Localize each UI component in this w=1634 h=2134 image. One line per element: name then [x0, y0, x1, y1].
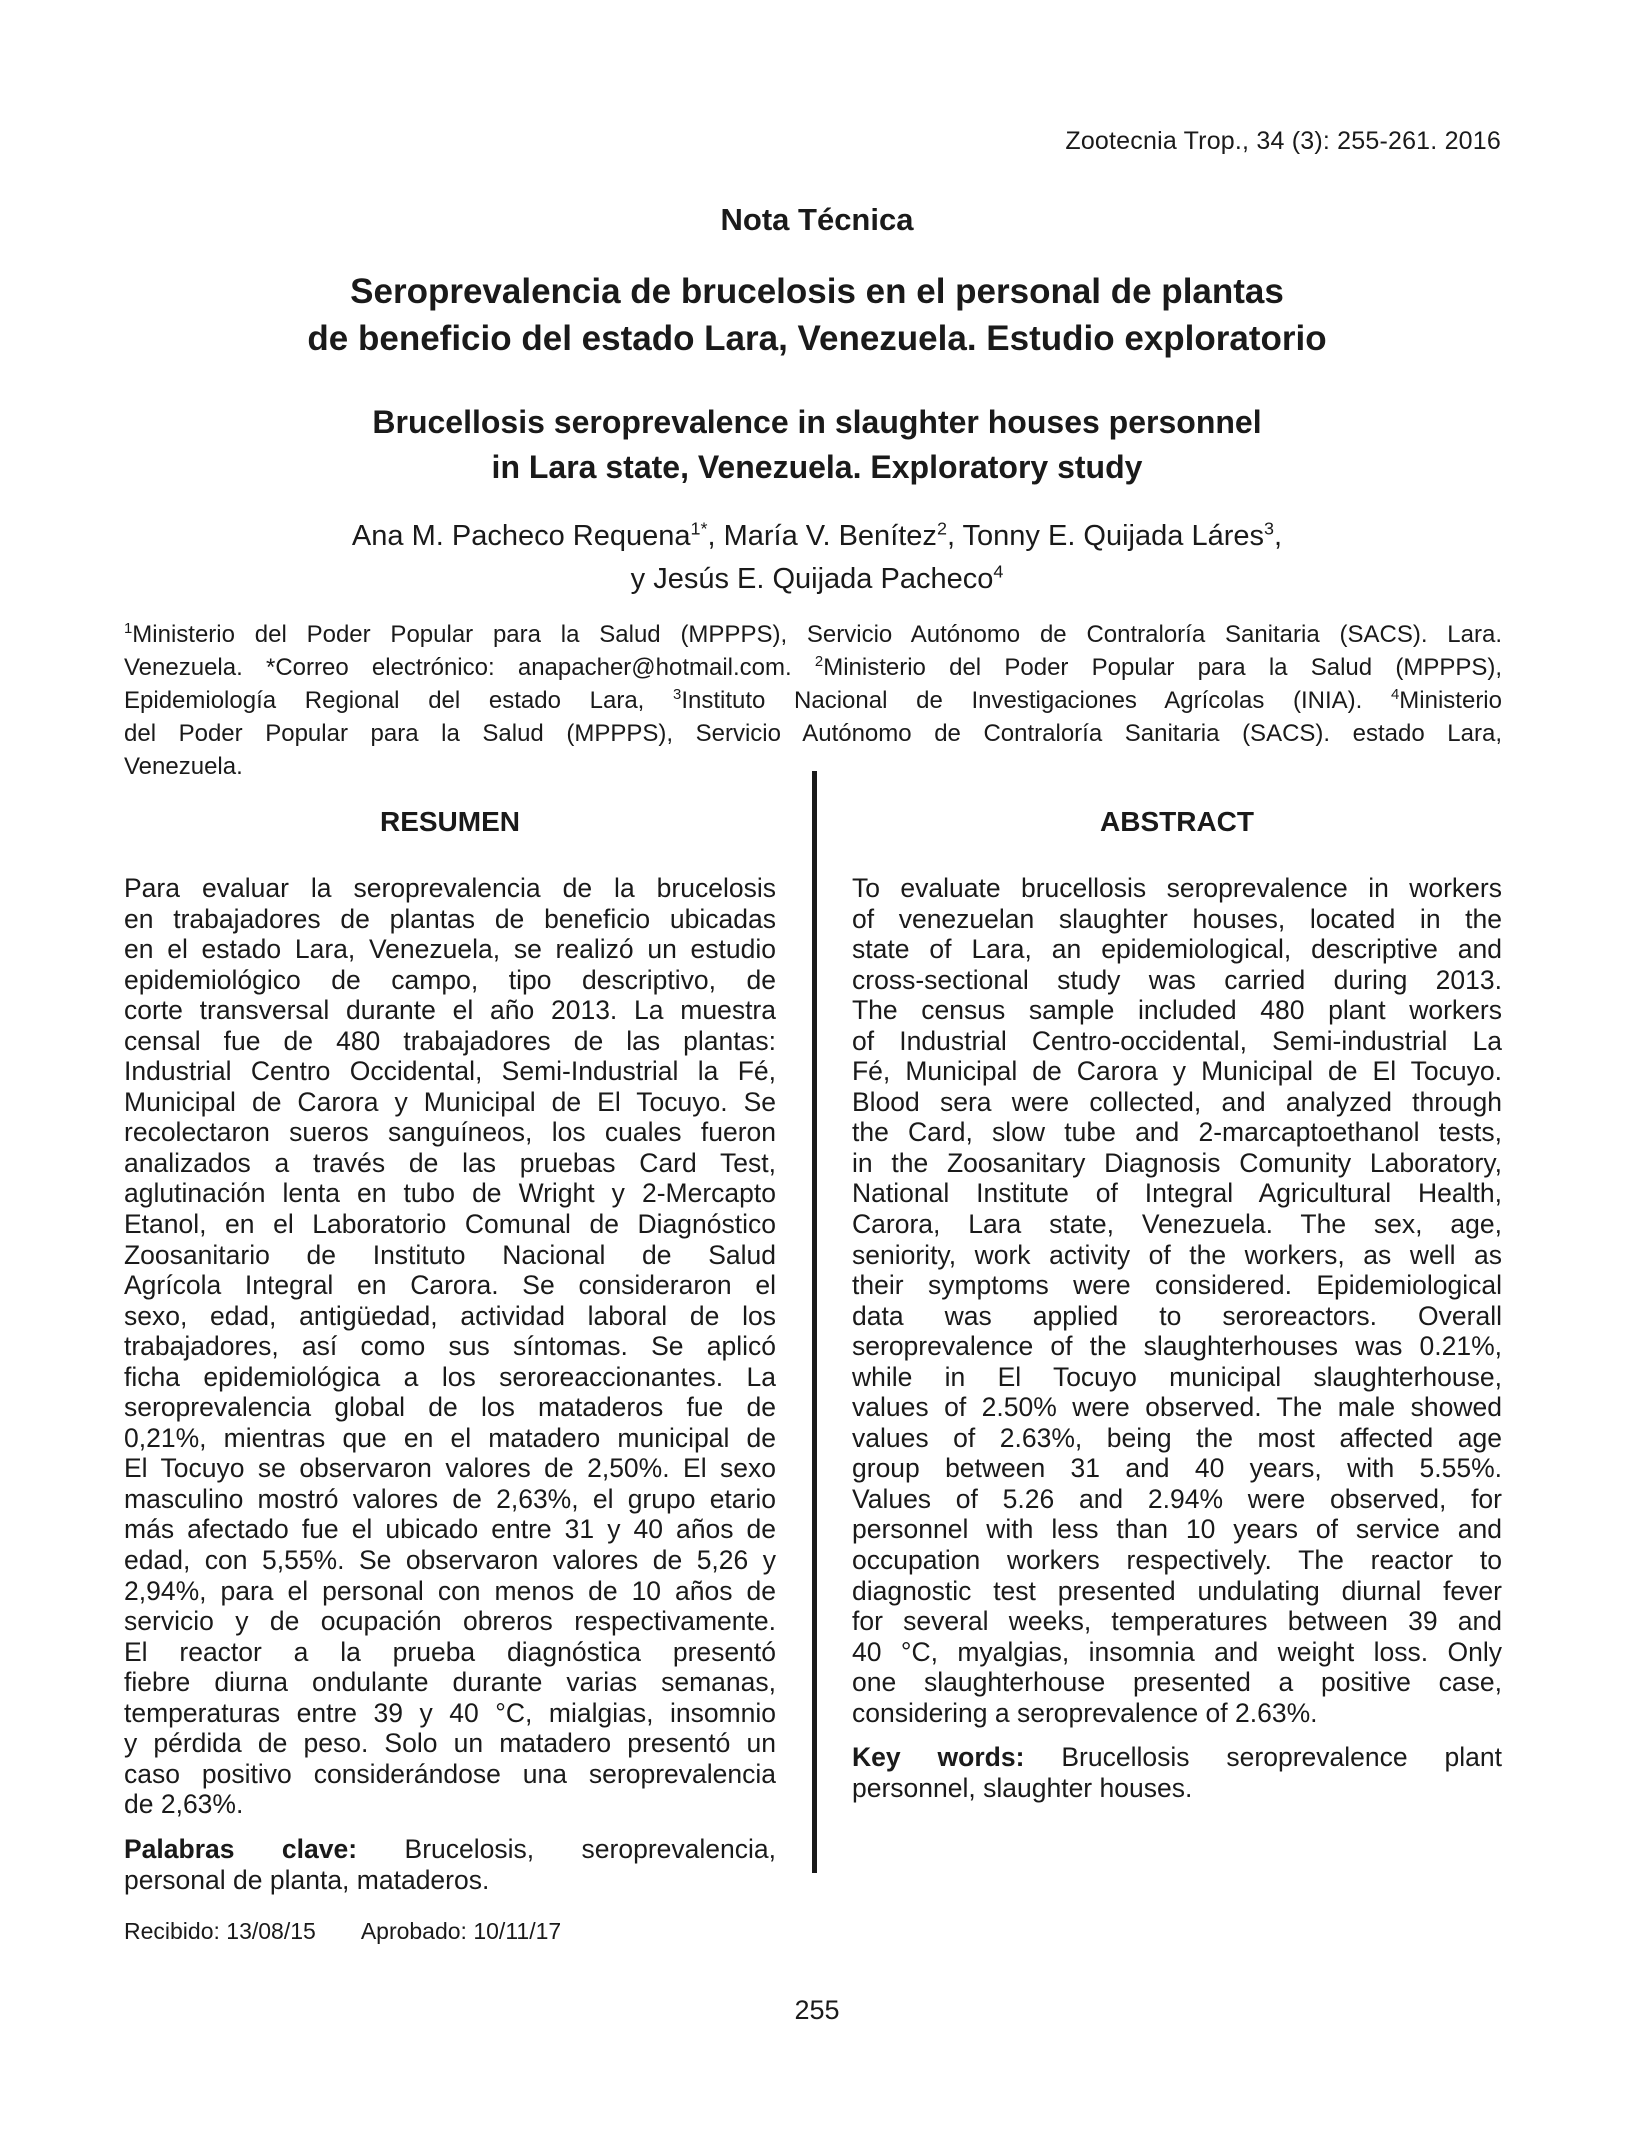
title-spanish: [0, 268, 1634, 362]
author-separator: ,: [946, 520, 963, 552]
paragraph-line: The census sample included 480 plant workers: [852, 995, 1502, 1026]
approved-date: Aprobado: 10/11/17: [360, 1918, 562, 1944]
submission-dates: [124, 1918, 561, 1945]
paragraph-line: fiebre diurna ondulante durante varias semanas,: [124, 1667, 776, 1698]
paragraph-line: data was applied to seroreactors. Overall: [852, 1300, 1502, 1331]
abstract-keywords: [852, 1742, 1502, 1803]
paragraph-line: Blood sera were collected, and analyzed through: [852, 1086, 1502, 1117]
paragraph-line: state of Lara, an epidemiological, descriptive and: [852, 934, 1502, 965]
author-name: Tonny E. Quijada Láres: [962, 520, 1264, 552]
title-english-line: in Lara state, Venezuela. Exploratory study: [491, 449, 1143, 485]
affiliation-line: [124, 717, 1502, 750]
paragraph-line: diagnostic test presented undulating diurnal fever: [852, 1575, 1502, 1606]
affiliation-text: Venezuela.: [124, 753, 243, 780]
paragraph-line: caso positivo considerándose una seroprevalencia: [124, 1758, 776, 1789]
paragraph-line: of venezuelan slaughter houses, located in the: [852, 903, 1502, 934]
paragraph-line: seroprevalence of the slaughterhouses was 0.21%,: [852, 1331, 1502, 1362]
author-name: y Jesús E. Quijada Pacheco: [630, 563, 994, 595]
title-spanish-line: Seroprevalencia de brucelosis en el personal de plantas: [350, 272, 1284, 311]
abstract-heading: ABSTRACT: [1100, 806, 1254, 837]
paragraph-line: Fé, Municipal de Carora y Municipal de El Tocuyo.: [852, 1056, 1502, 1087]
author-affiliation-mark: 3: [1264, 518, 1274, 539]
title-english: [0, 400, 1634, 490]
affiliation-text: Ministerio del Poder Popular para la Salud (MPPPS), Servicio Autónomo de Contraloría Sanitaria (SACS). Lara.: [132, 621, 1502, 648]
paragraph-line: aglutinación lenta en tubo de Wright y 2-Mercapto: [124, 1178, 776, 1209]
affiliation-line: [124, 684, 1502, 717]
keywords-line: personal de planta, mataderos.: [124, 1864, 490, 1895]
paragraph-line: seroprevalencia global de los mataderos fue de: [124, 1392, 776, 1423]
paragraph-line: values of 2.50% were observed. The male showed: [852, 1392, 1502, 1423]
paragraph-line: masculino mostró valores de 2,63%, el grupo etario: [124, 1483, 776, 1514]
author-list: [0, 515, 1634, 601]
affiliation-text: Venezuela. *Correo electrónico: anapacher@hotmail.com.: [124, 654, 815, 681]
paragraph-line: El Tocuyo se observaron valores de 2,50%. El sexo: [124, 1453, 776, 1484]
paragraph-line: personnel with less than 10 years of service and: [852, 1514, 1502, 1545]
paragraph-line: recolectaron sueros sanguíneos, los cuales fueron: [124, 1117, 776, 1148]
paragraph-line: epidemiológico de campo, tipo descriptivo, de: [124, 964, 776, 995]
author-separator: ,: [1274, 520, 1283, 552]
paragraph-line: Etanol, en el Laboratorio Comunal de Diagnóstico: [124, 1209, 776, 1240]
paragraph-line: servicio y de ocupación obreros respectivamente.: [124, 1606, 776, 1637]
page-number: 255: [794, 1995, 840, 2025]
author-separator: ,: [707, 520, 724, 552]
paragraph-line: Municipal de Carora y Municipal de El Tocuyo. Se: [124, 1086, 776, 1117]
resumen-body: [124, 873, 776, 1820]
section-type: Nota Técnica: [720, 202, 914, 237]
resumen-keywords: [124, 1834, 776, 1895]
resumen-section: [124, 805, 776, 1895]
paragraph-line: ficha epidemiológica a los seroreaccionantes. La: [124, 1361, 776, 1392]
keywords-line: [124, 1834, 776, 1865]
affiliation-text: del Poder Popular para la Salud (MPPPS), Servicio Autónomo de Contraloría Sanitaria (SACS). estado Lara,: [124, 720, 1502, 747]
paragraph-line: occupation workers respectively. The reactor to: [852, 1545, 1502, 1576]
paragraph-line: for several weeks, temperatures between 39 and: [852, 1606, 1502, 1637]
paragraph-line: while in El Tocuyo municipal slaughterhouse,: [852, 1361, 1502, 1392]
paragraph-line: censal fue de 480 trabajadores de las plantas:: [124, 1025, 776, 1056]
title-spanish-line: de beneficio del estado Lara, Venezuela. Estudio exploratorio: [307, 319, 1327, 358]
paragraph-line: National Institute of Integral Agricultural Health,: [852, 1178, 1502, 1209]
affiliation-mark: 4: [1391, 687, 1400, 703]
paragraph-line: sexo, edad, antigüedad, actividad laboral de los: [124, 1300, 776, 1331]
author-name: María V. Benítez: [723, 520, 937, 552]
paragraph-line: El reactor a la prueba diagnóstica presentó: [124, 1636, 776, 1667]
paragraph-line: values of 2.63%, being the most affected age: [852, 1422, 1502, 1453]
paragraph-line: corte transversal durante el año 2013. La muestra: [124, 995, 776, 1026]
paragraph-line: To evaluate brucellosis seroprevalence in workers: [852, 873, 1502, 903]
paragraph-line: más afectado fue el ubicado entre 31 y 40 años de: [124, 1514, 776, 1545]
paragraph-line: temperaturas entre 39 y 40 °C, mialgias, insomnio: [124, 1697, 776, 1728]
keywords-line: personnel, slaughter houses.: [852, 1772, 1193, 1803]
paragraph-line: Agrícola Integral en Carora. Se consideraron el: [124, 1270, 776, 1301]
paragraph-line: en el estado Lara, Venezuela, se realizó un estudio: [124, 934, 776, 965]
author-affiliation-mark: 1*: [690, 518, 708, 539]
resumen-heading: RESUMEN: [379, 806, 520, 837]
paragraph-line: in the Zoosanitary Diagnosis Comunity Laboratory,: [852, 1147, 1502, 1178]
paragraph-line: Carora, Lara state, Venezuela. The sex, age,: [852, 1209, 1502, 1240]
paragraph-line: one slaughterhouse presented a positive case,: [852, 1667, 1502, 1698]
paragraph-line: 0,21%, mientras que en el matadero municipal de: [124, 1422, 776, 1453]
paragraph-line: the Card, slow tube and 2-marcaptoethanol tests,: [852, 1117, 1502, 1148]
keywords-line: [852, 1742, 1502, 1773]
paragraph-line: en trabajadores de plantas de beneficio ubicadas: [124, 903, 776, 934]
paragraph-line: Industrial Centro Occidental, Semi-Industrial la Fé,: [124, 1056, 776, 1087]
received-date: Recibido: 13/08/15: [124, 1918, 316, 1944]
paragraph-line: de 2,63%.: [124, 1789, 244, 1820]
affiliation-mark: 2: [814, 654, 824, 670]
paragraph-line: group between 31 and 40 years, with 5.55%.: [852, 1453, 1502, 1484]
title-english-line: Brucellosis seroprevalence in slaughter houses personnel: [372, 404, 1262, 440]
abstract-section: [852, 805, 1502, 1803]
paragraph-line: analizados a través de las pruebas Card Test,: [124, 1147, 776, 1178]
column-divider: [812, 771, 817, 1873]
affiliation-text: Ministerio: [1399, 687, 1502, 714]
paragraph-line: considering a seroprevalence of 2.63%.: [852, 1697, 1318, 1728]
author-affiliation-mark: 2: [936, 518, 947, 539]
abstract-body: [852, 873, 1502, 1728]
affiliation-line: [124, 651, 1502, 684]
paragraph-line: Zoosanitario de Instituto Nacional de Salud: [124, 1239, 776, 1270]
affiliations: [124, 618, 1502, 783]
paragraph-line: Para evaluar la seroprevalencia de la brucelosis: [124, 873, 776, 903]
paragraph-line: edad, con 5,55%. Se observaron valores de 5,26 y: [124, 1545, 776, 1576]
author-line: [0, 515, 1634, 558]
affiliation-text: Epidemiología Regional del estado Lara,: [124, 687, 674, 714]
paragraph-line: seniority, work activity of the workers, as well as: [852, 1239, 1502, 1270]
paragraph-line: 40 °C, myalgias, insomnia and weight loss. Only: [852, 1636, 1502, 1667]
affiliation-text: Instituto Nacional de Investigaciones Agrícolas (INIA).: [681, 687, 1392, 714]
keywords-label: Palabras clave:: [124, 1833, 358, 1864]
keywords-text: Brucelosis, seroprevalencia,: [404, 1833, 776, 1864]
paragraph-line: 2,94%, para el personal con menos de 10 años de: [124, 1575, 776, 1606]
paragraph-line: their symptoms were considered. Epidemiological: [852, 1270, 1502, 1301]
paragraph-line: of Industrial Centro-occidental, Semi-industrial La: [852, 1025, 1502, 1056]
affiliation-mark: 3: [673, 687, 682, 703]
affiliation-line: [124, 618, 1502, 651]
paragraph-line: y pérdida de peso. Solo un matadero presentó un: [124, 1728, 776, 1759]
author-line: [0, 558, 1634, 601]
paragraph-line: cross-sectional study was carried during 2013.: [852, 964, 1502, 995]
author-affiliation-mark: 4: [993, 561, 1004, 582]
journal-reference: Zootecnia Trop., 34 (3): 255-261. 2016: [1065, 127, 1501, 155]
paragraph-line: Values of 5.26 and 2.94% were observed, for: [852, 1483, 1502, 1514]
affiliation-mark: 1: [124, 621, 133, 637]
paragraph-line: trabajadores, así como sus síntomas. Se aplicó: [124, 1331, 776, 1362]
keywords-text: Brucellosis seroprevalence plant: [1061, 1742, 1502, 1773]
author-name: Ana M. Pacheco Requena: [351, 520, 691, 552]
keywords-label: Key words:: [852, 1742, 1025, 1773]
affiliation-text: Ministerio del Poder Popular para la Salud (MPPPS),: [823, 654, 1503, 681]
